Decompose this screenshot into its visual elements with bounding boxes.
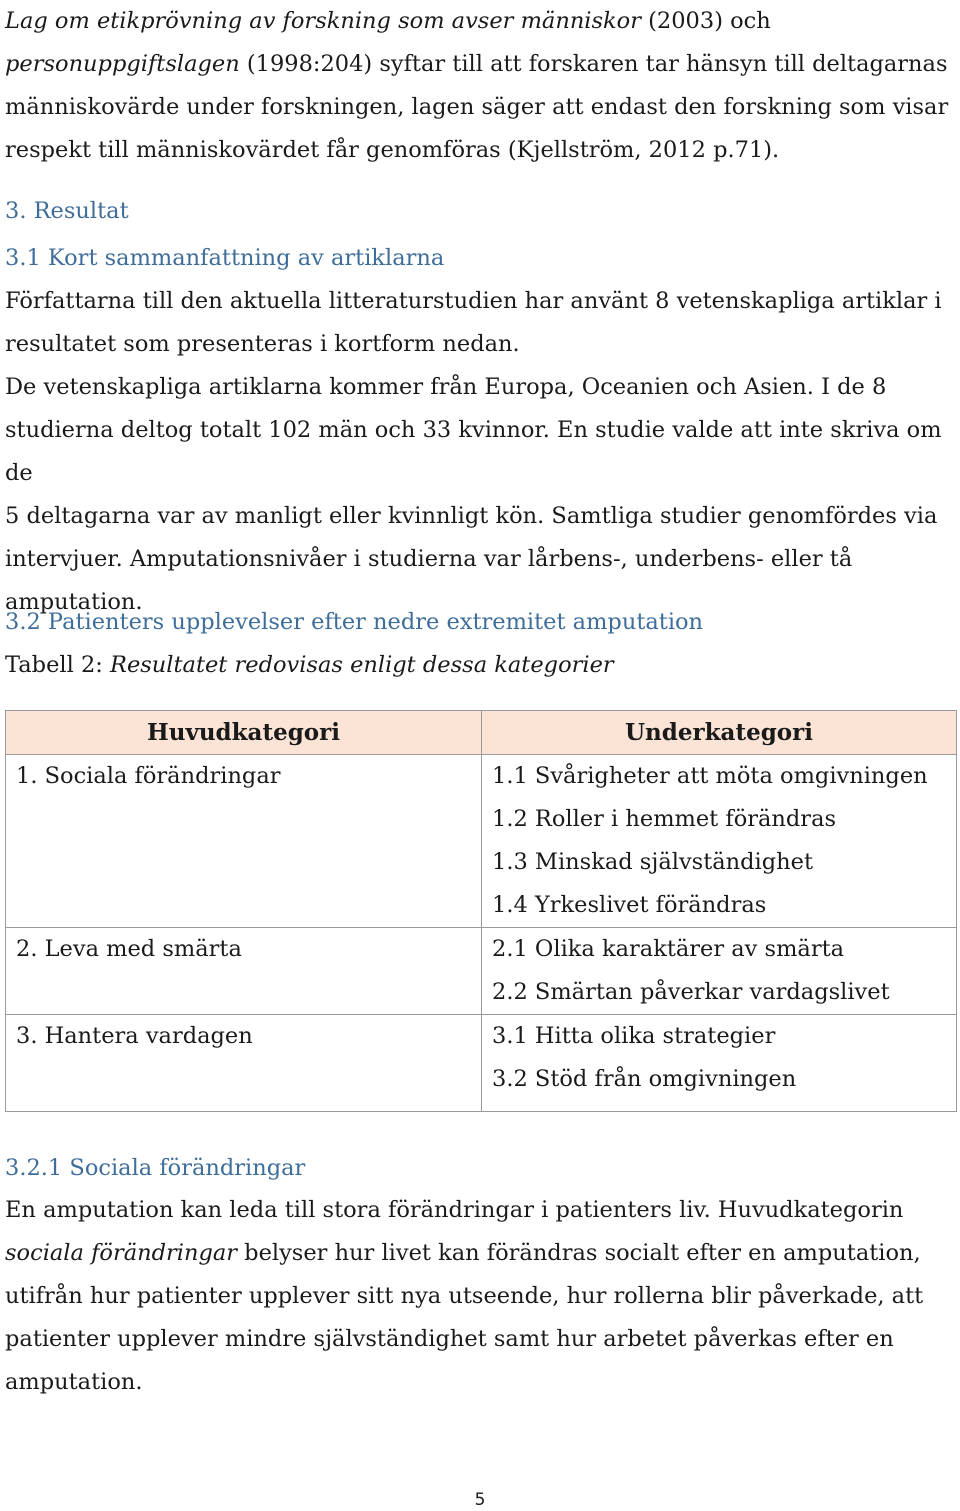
section-3-1-paragraph	[5, 280, 952, 624]
sub-category: 3.1 Hitta olika strategier	[492, 1023, 776, 1049]
sub-category: 2.2 Smärtan påverkar vardagslivet	[492, 979, 890, 1005]
intro-line: respekt till människovärdet får genomföras (Kjellström, 2012 p.71).	[5, 137, 780, 163]
heading-3-1: 3.1 Kort sammanfattning av artiklarna	[5, 245, 445, 271]
paragraph-line: amputation.	[5, 1369, 143, 1395]
header-sub-category: Underkategori	[482, 711, 957, 755]
paragraph-line: sociala förändringar belyser hur livet kan förändras socialt efter en amputation,	[5, 1240, 921, 1266]
table-caption: Tabell 2: Resultatet redovisas enligt dessa kategorier	[5, 652, 614, 678]
main-category-cell: 3. Hantera vardagen	[6, 1015, 482, 1112]
sub-category: 1.3 Minskad självständighet	[492, 849, 813, 875]
sub-category-cell	[482, 1015, 957, 1112]
paragraph-line: De vetenskapliga artiklarna kommer från Europa, Oceanien och Asien. I de 8	[5, 374, 887, 400]
main-category-cell: 1. Sociala förändringar	[6, 755, 482, 928]
paragraph-line: utifrån hur patienter upplever sitt nya utseende, hur rollerna blir påverkade, att	[5, 1283, 924, 1309]
section-3-2-1-paragraph	[5, 1189, 952, 1404]
heading-3-2: 3.2 Patienters upplevelser efter nedre extremitet amputation	[5, 609, 704, 635]
main-category-cell: 2. Leva med smärta	[6, 928, 482, 1015]
sub-category: 2.1 Olika karaktärer av smärta	[492, 936, 845, 962]
page-number: 5	[474, 1490, 486, 1510]
intro-line: människovärde under forskningen, lagen säger att endast den forskning som visar	[5, 94, 949, 120]
intro-line: personuppgiftslagen (1998:204) syftar till att forskaren tar hänsyn till deltagarnas	[5, 51, 948, 77]
paragraph-line: patienter upplever mindre självständighet samt hur arbetet påverkas efter en	[5, 1326, 894, 1352]
intro-line: Lag om etikprövning av forskning som avser människor (2003) och	[5, 8, 771, 34]
paragraph-line: Författarna till den aktuella litteraturstudien har använt 8 vetenskapliga artiklar i	[5, 288, 942, 314]
heading-resultat: 3. Resultat	[5, 198, 129, 224]
paragraph-line: amputation.	[5, 589, 143, 615]
paragraph-line: studierna deltog totalt 102 män och 33 kvinnor. En studie valde att inte skriva om de	[5, 417, 942, 486]
sub-category: 1.1 Svårigheter att möta omgivningen	[492, 763, 928, 789]
header-main-category: Huvudkategori	[6, 711, 482, 755]
sub-category: 3.2 Stöd från omgivningen	[492, 1066, 797, 1092]
table-row	[6, 755, 957, 928]
table-row	[6, 1015, 957, 1112]
paragraph-line: resultatet som presenteras i kortform nedan.	[5, 331, 520, 357]
paragraph-line: 5 deltagarna var av manligt eller kvinnligt kön. Samtliga studier genomfördes via	[5, 503, 938, 529]
sub-category-cell	[482, 928, 957, 1015]
paragraph-line: intervjuer. Amputationsnivåer i studierna var lårbens-, underbens- eller tå	[5, 546, 853, 572]
table-row	[6, 928, 957, 1015]
category-table	[5, 710, 957, 1112]
paragraph-line: En amputation kan leda till stora förändringar i patienters liv. Huvudkategorin	[5, 1197, 904, 1223]
sub-category-cell	[482, 755, 957, 928]
sub-category: 1.4 Yrkeslivet förändras	[492, 892, 767, 918]
table-header-row	[6, 711, 957, 755]
intro-paragraph	[5, 0, 952, 172]
sub-category: 1.2 Roller i hemmet förändras	[492, 806, 837, 832]
heading-3-2-1: 3.2.1 Sociala förändringar	[5, 1155, 306, 1181]
